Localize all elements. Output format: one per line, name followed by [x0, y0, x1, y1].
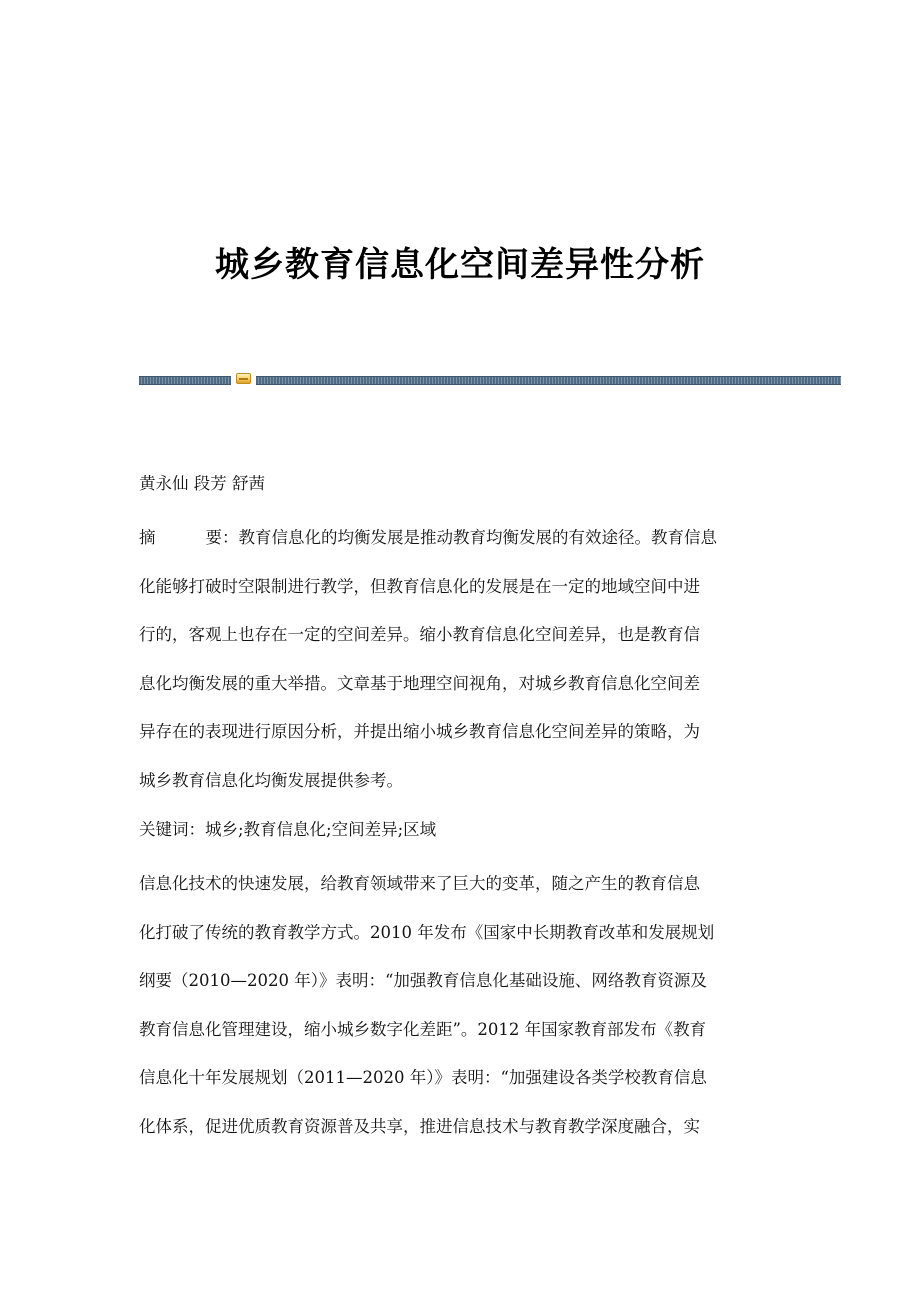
document-title: 城乡教育信息化空间差异性分析 — [215, 244, 705, 285]
divider-bar-left — [139, 376, 231, 385]
abstract-label-second: 要： — [205, 528, 239, 547]
author-list: 黄永仙 段芳 舒茜 — [139, 474, 265, 493]
abstract-line: 息化均衡发展的重大举措。文章基于地理空间视角，对城乡教育信息化空间差 — [139, 673, 700, 693]
abstract-line: 城乡教育信息化均衡发展提供参考。 — [139, 770, 403, 790]
abstract-line: 行的，客观上也存在一定的空间差异。缩小教育信息化空间差异，也是教育信 — [139, 625, 700, 645]
abstract-line: 化能够打破时空限制进行教学，但教育信息化的发展是在一定的地域空间中进 — [139, 576, 700, 596]
body-paragraph — [139, 860, 784, 1152]
abstract-label-first: 摘 — [139, 528, 156, 547]
abstract — [139, 514, 784, 806]
keywords: 关键词：城乡;教育信息化;空间差异;区域 — [139, 820, 437, 839]
abstract-line: 异存在的表现进行原因分析，并提出缩小城乡教育信息化空间差异的策略，为 — [139, 722, 700, 742]
body-line: 信息化技术的快速发展，给教育领域带来了巨大的变革，随之产生的教育信息 — [139, 874, 700, 893]
body-line: 化打破了传统的教育教学方式。2010 年发布《国家中长期教育改革和发展规划 — [139, 922, 715, 942]
abstract-line — [139, 514, 784, 563]
body-line: 教育信息化管理建设，缩小城乡数字化差距”。2012 年国家教育部发布《教育 — [139, 1019, 707, 1039]
title-divider — [139, 373, 841, 385]
body-line: 纲要（2010—2020 年）》表明：“加强教育信息化基础设施、网络教育资源及 — [139, 971, 707, 991]
abstract-text: 教育信息化的均衡发展是推动教育均衡发展的有效途径。教育信息 — [238, 528, 717, 547]
emblem-icon — [236, 373, 251, 384]
body-line: 化体系，促进优质教育资源普及共享，推进信息技术与教育教学深度融合，实 — [139, 1116, 700, 1136]
body-line: 信息化十年发展规划（2011—2020 年）》表明：“加强建设各类学校教育信息 — [139, 1068, 707, 1088]
divider-bar-right — [256, 376, 841, 385]
